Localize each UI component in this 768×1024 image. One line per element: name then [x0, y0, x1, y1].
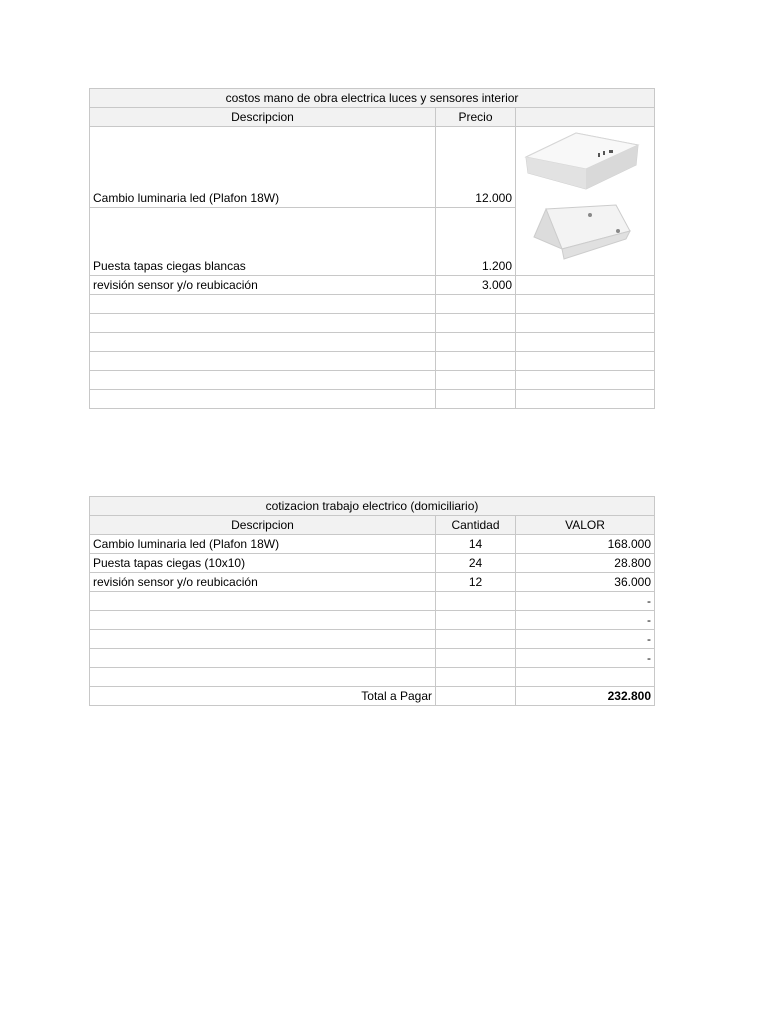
table-row — [90, 630, 655, 649]
cell-image[interactable] — [516, 352, 655, 371]
table-row — [90, 554, 655, 573]
table-row — [90, 127, 655, 208]
cell-image[interactable] — [516, 276, 655, 295]
cell-description[interactable]: revisión sensor y/o reubicación — [90, 573, 436, 592]
cell-price[interactable]: 3.000 — [436, 276, 516, 295]
table-row — [90, 276, 655, 295]
cell-price[interactable] — [436, 352, 516, 371]
cell-description[interactable] — [90, 649, 436, 668]
quote-table-header-row — [90, 516, 655, 535]
cell-quantity[interactable] — [436, 611, 516, 630]
cell-quantity[interactable] — [436, 687, 516, 706]
table-row — [90, 592, 655, 611]
cell-quantity[interactable] — [436, 592, 516, 611]
cell-price[interactable]: 1.200 — [436, 207, 516, 275]
cell-image[interactable] — [516, 314, 655, 333]
cell-price[interactable] — [436, 333, 516, 352]
cell-description[interactable]: revisión sensor y/o reubicación — [90, 276, 436, 295]
cell-description[interactable]: Cambio luminaria led (Plafon 18W) — [90, 127, 436, 208]
cell-value[interactable]: - — [516, 649, 655, 668]
cell-value[interactable]: 28.800 — [516, 554, 655, 573]
total-label[interactable]: Total a Pagar — [90, 687, 436, 706]
product-images — [516, 127, 655, 270]
cell-quantity[interactable]: 12 — [436, 573, 516, 592]
header-description[interactable]: Descripcion — [90, 516, 436, 535]
blank-cover-plate-image — [534, 205, 630, 259]
quote-table-title-row — [90, 497, 655, 516]
cell-description[interactable] — [90, 668, 436, 687]
labor-table-title-row — [90, 89, 655, 108]
total-row — [90, 687, 655, 706]
table-row — [90, 314, 655, 333]
table-row — [90, 333, 655, 352]
product-images-cell — [516, 127, 655, 276]
cell-image[interactable] — [516, 333, 655, 352]
cell-description[interactable]: Puesta tapas ciegas (10x10) — [90, 554, 436, 573]
cell-value[interactable]: 168.000 — [516, 535, 655, 554]
header-value[interactable]: VALOR — [516, 516, 655, 535]
table-row — [90, 535, 655, 554]
cell-value[interactable]: - — [516, 611, 655, 630]
table-row — [90, 573, 655, 592]
cell-description[interactable]: Puesta tapas ciegas blancas — [90, 207, 436, 275]
cell-value[interactable] — [516, 668, 655, 687]
total-value[interactable]: 232.800 — [516, 687, 655, 706]
header-description[interactable]: Descripcion — [90, 108, 436, 127]
table-row — [90, 371, 655, 390]
table-row — [90, 649, 655, 668]
cell-description[interactable] — [90, 390, 436, 409]
cell-quantity[interactable]: 24 — [436, 554, 516, 573]
cell-description[interactable] — [90, 314, 436, 333]
cell-price[interactable] — [436, 390, 516, 409]
header-price[interactable]: Precio — [436, 108, 516, 127]
labor-table-header-row — [90, 108, 655, 127]
cell-value[interactable]: 36.000 — [516, 573, 655, 592]
cell-quantity[interactable] — [436, 668, 516, 687]
cell-quantity[interactable]: 14 — [436, 535, 516, 554]
cell-description[interactable] — [90, 333, 436, 352]
cell-price[interactable] — [436, 371, 516, 390]
cell-description[interactable] — [90, 371, 436, 390]
table-row — [90, 611, 655, 630]
quote-table — [89, 496, 655, 706]
cell-price[interactable] — [436, 295, 516, 314]
header-image[interactable] — [516, 108, 655, 127]
quote-table-title[interactable]: cotizacion trabajo electrico (domiciliario) — [90, 497, 655, 516]
cell-quantity[interactable] — [436, 649, 516, 668]
table-row — [90, 295, 655, 314]
cell-description[interactable] — [90, 295, 436, 314]
cell-price[interactable]: 12.000 — [436, 127, 516, 208]
cell-value[interactable]: - — [516, 630, 655, 649]
square-led-panel-image — [526, 133, 638, 189]
cell-description[interactable] — [90, 630, 436, 649]
table-row — [90, 352, 655, 371]
cell-description[interactable] — [90, 611, 436, 630]
cell-description[interactable] — [90, 352, 436, 371]
cell-value[interactable]: - — [516, 592, 655, 611]
header-quantity[interactable]: Cantidad — [436, 516, 516, 535]
table-row — [90, 668, 655, 687]
cell-description[interactable] — [90, 592, 436, 611]
cell-price[interactable] — [436, 314, 516, 333]
cell-quantity[interactable] — [436, 630, 516, 649]
cell-image[interactable] — [516, 295, 655, 314]
table-row — [90, 390, 655, 409]
cell-image[interactable] — [516, 390, 655, 409]
cell-image[interactable] — [516, 371, 655, 390]
cell-description[interactable]: Cambio luminaria led (Plafon 18W) — [90, 535, 436, 554]
labor-table-title[interactable]: costos mano de obra electrica luces y sensores interior — [90, 89, 655, 108]
labor-cost-table — [89, 88, 655, 409]
